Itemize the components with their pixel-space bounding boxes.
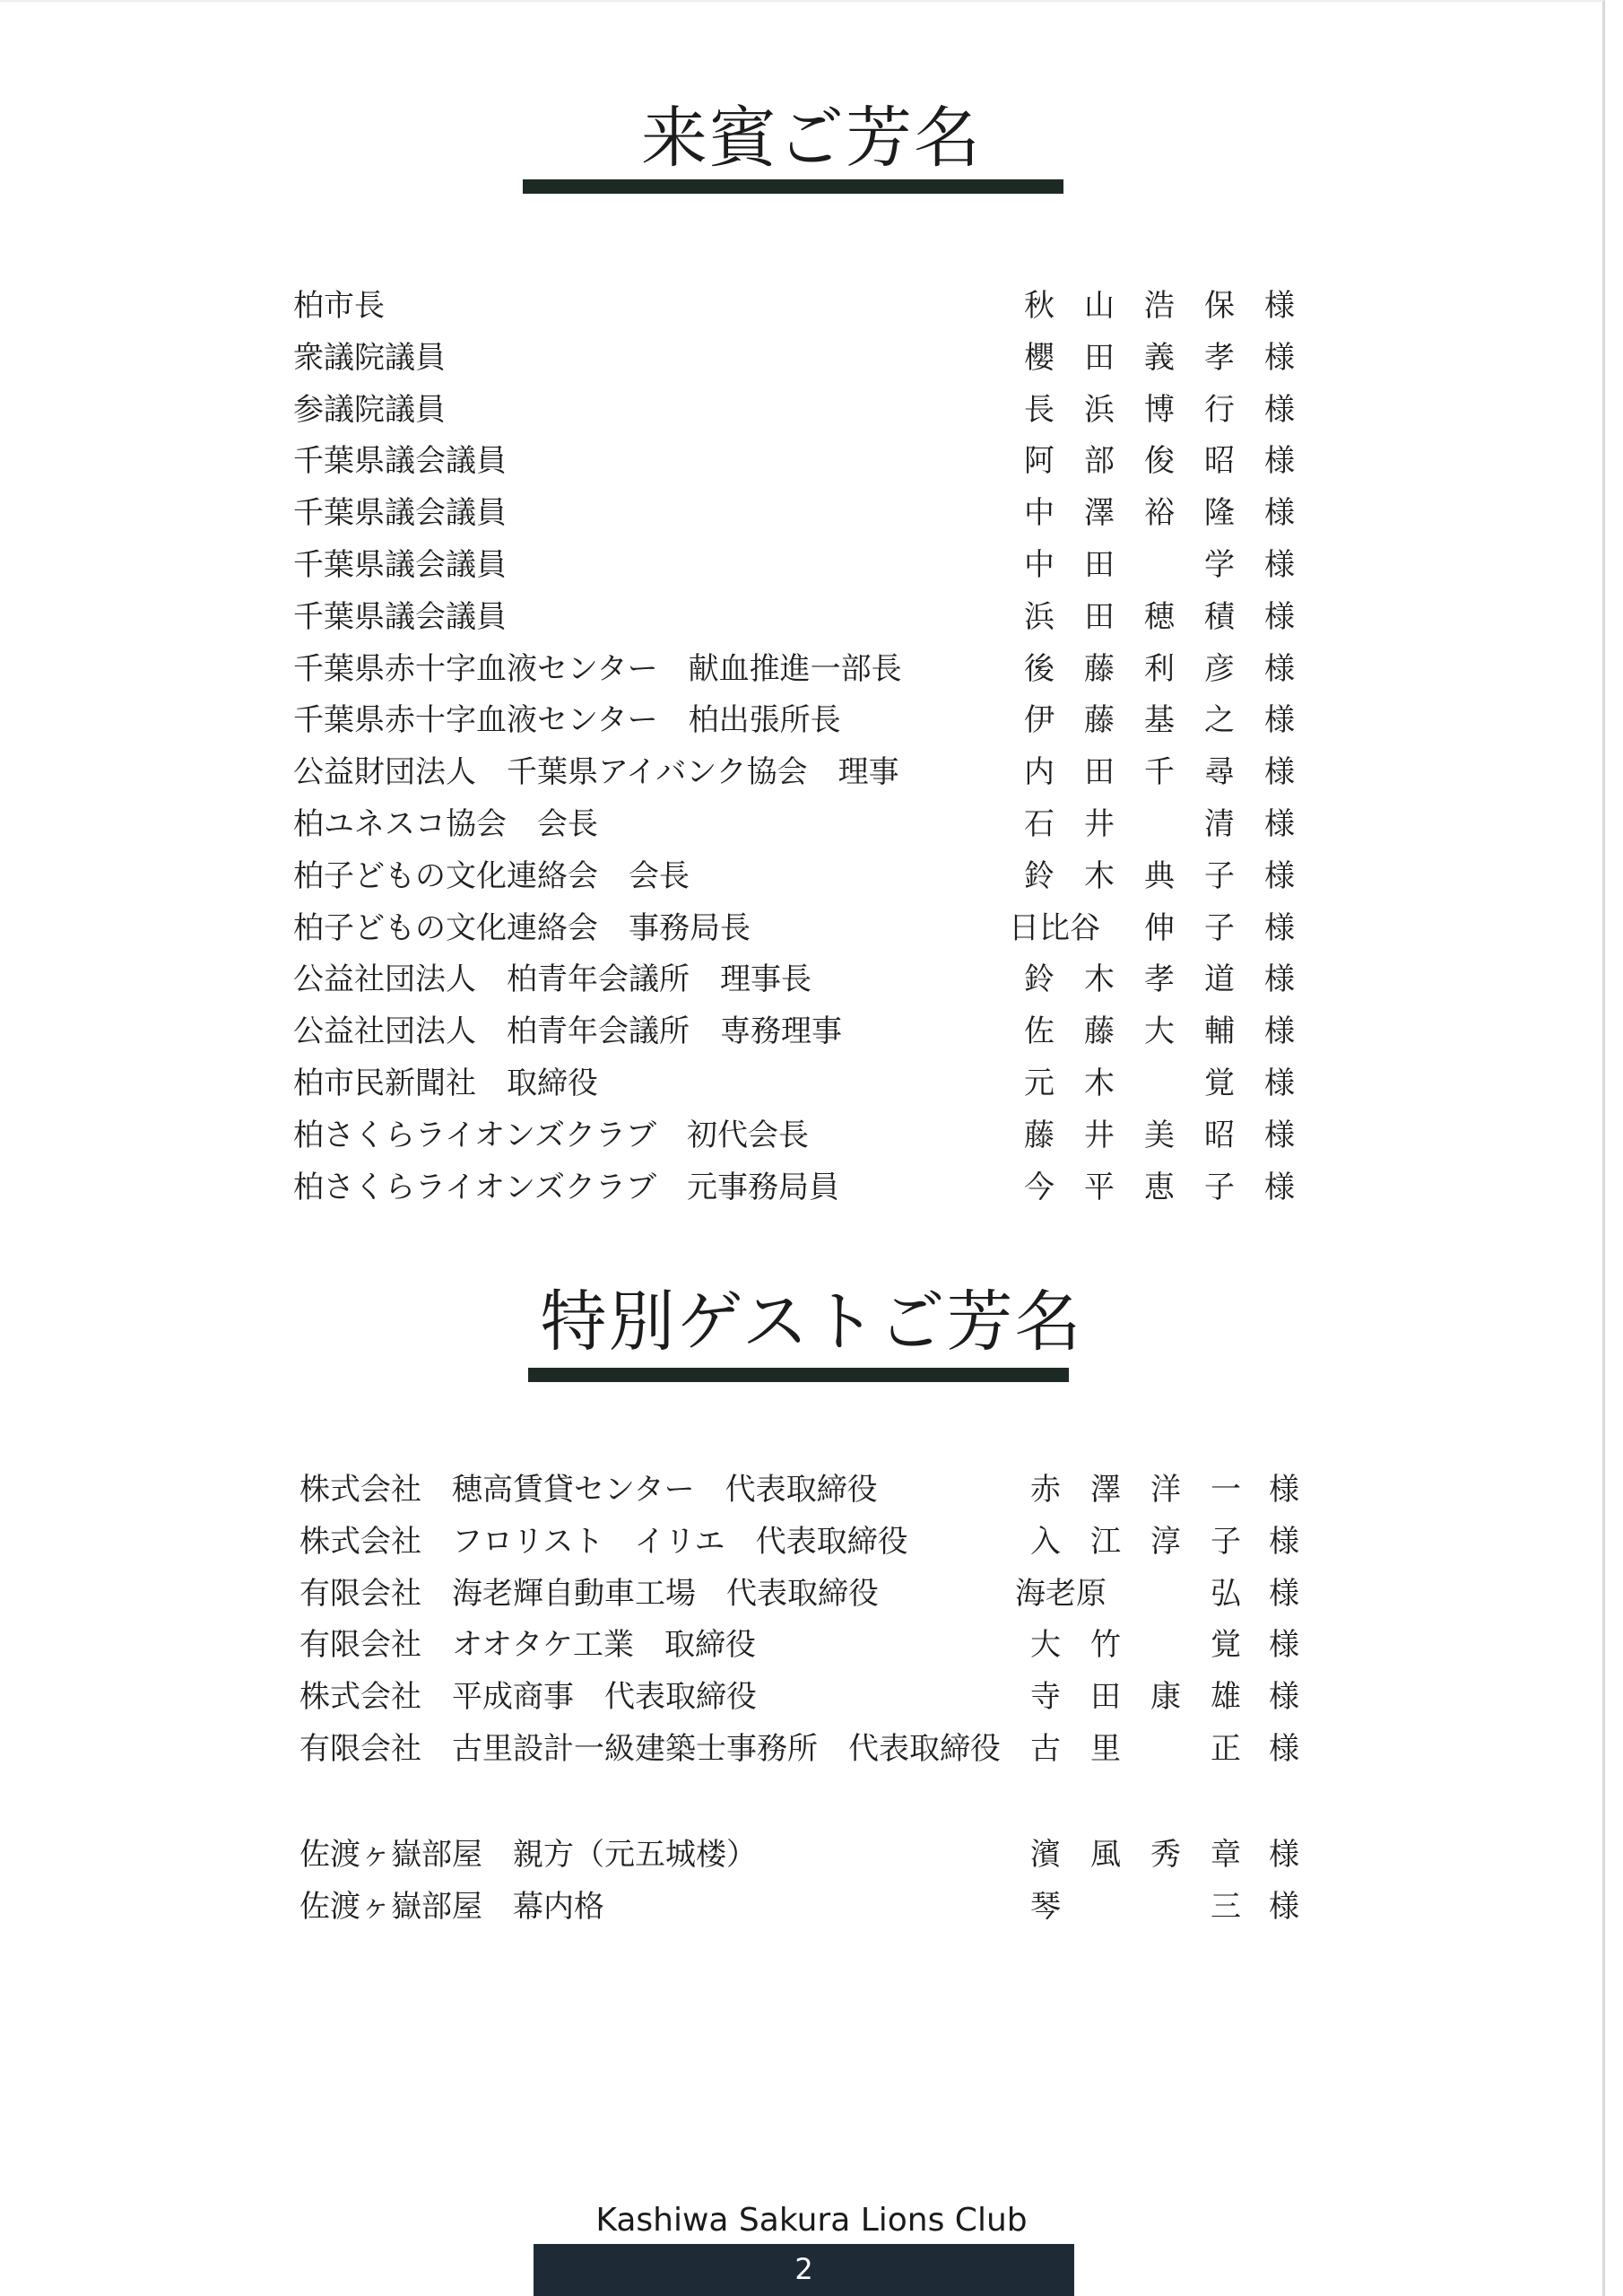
entry-honorific: 様 xyxy=(1264,1065,1295,1101)
entry-row xyxy=(0,436,1623,488)
entry-name-part: 藤 xyxy=(1084,702,1115,739)
entry-name-part: 恵 xyxy=(1144,1169,1175,1205)
entry-row xyxy=(0,1110,1623,1162)
entry-name-part: 浩 xyxy=(1144,288,1175,324)
entry-row xyxy=(0,1569,1623,1621)
entry-name-part: 覚 xyxy=(1204,1065,1235,1101)
entry-name-part: 田 xyxy=(1084,598,1115,635)
entry-name-part: 平 xyxy=(1084,1169,1115,1205)
entry-honorific: 様 xyxy=(1264,754,1295,791)
entry-role: 柏さくらライオンズクラブ 元事務局員 xyxy=(293,1169,839,1205)
entry-name-part: 淳 xyxy=(1150,1523,1181,1560)
entry-name-part: 井 xyxy=(1084,1117,1115,1153)
entry-name-part: 博 xyxy=(1144,391,1175,428)
entry-row xyxy=(0,540,1623,592)
entry-row xyxy=(0,954,1623,1006)
entry-name-part: 典 xyxy=(1144,857,1175,894)
entry-name-part: 藤 xyxy=(1084,1013,1115,1050)
entry-honorific: 様 xyxy=(1264,391,1295,428)
entry-row xyxy=(0,1465,1623,1517)
entry-role: 有限会社 古里設計一級建築士事務所 代表取締役 xyxy=(299,1731,1001,1767)
entry-row xyxy=(0,592,1623,644)
entry-name-part: 章 xyxy=(1211,1836,1241,1873)
entry-honorific: 様 xyxy=(1264,909,1295,946)
entry-name-part: 覚 xyxy=(1211,1627,1241,1664)
entry-row xyxy=(0,903,1623,955)
entry-name-part: 澤 xyxy=(1090,1472,1121,1508)
entry-name-part: 古 xyxy=(1030,1731,1061,1767)
entry-name-part: 海老原 xyxy=(1015,1575,1107,1612)
page-number: 2 xyxy=(794,2252,813,2286)
entry-honorific: 様 xyxy=(1264,1013,1295,1050)
entry-role: 佐渡ヶ嶽部屋 幕内格 xyxy=(299,1888,604,1925)
guests-title-underline xyxy=(523,179,1063,194)
entry-honorific: 様 xyxy=(1269,1679,1299,1716)
entry-honorific: 様 xyxy=(1264,650,1295,687)
entry-name-part: 田 xyxy=(1084,754,1115,791)
entry-name-part: 木 xyxy=(1084,961,1115,998)
entry-name-part: 風 xyxy=(1090,1836,1121,1873)
entry-name-part: 基 xyxy=(1144,702,1175,739)
entry-role: 株式会社 穂高賃貸センター 代表取締役 xyxy=(299,1472,878,1508)
entry-row xyxy=(0,1830,1623,1882)
entry-name-part: 浜 xyxy=(1084,391,1115,428)
entry-name-part: 穂 xyxy=(1144,598,1175,635)
entry-name-part: 田 xyxy=(1090,1679,1121,1716)
entry-role: 衆議院議員 xyxy=(293,339,446,376)
entry-name-part: 輔 xyxy=(1204,1013,1235,1050)
entry-name-part: 伊 xyxy=(1024,702,1055,739)
entry-name-part: 浜 xyxy=(1024,598,1055,635)
entry-role: 柏さくらライオンズクラブ 初代会長 xyxy=(293,1117,809,1153)
entry-name-part: 櫻 xyxy=(1024,339,1055,376)
entry-name-part: 千 xyxy=(1144,754,1175,791)
entry-name-part: 子 xyxy=(1204,1169,1235,1205)
entry-name-part: 石 xyxy=(1024,806,1055,842)
entry-name-part: 阿 xyxy=(1024,443,1055,480)
special-guests-title-underline xyxy=(528,1368,1069,1382)
entry-name-part: 尋 xyxy=(1204,754,1235,791)
entry-row xyxy=(0,1058,1623,1110)
entry-name-part: 之 xyxy=(1204,702,1235,739)
special-guests-title: 特別ゲストご芳名 xyxy=(540,1283,1083,1361)
entry-name-part: 大 xyxy=(1030,1627,1061,1664)
entry-role: 千葉県議会議員 xyxy=(293,443,507,480)
entry-name-part: 康 xyxy=(1150,1679,1181,1716)
entry-name-part: 利 xyxy=(1144,650,1175,687)
entry-name-part: 子 xyxy=(1204,857,1235,894)
entry-name-part: 弘 xyxy=(1211,1575,1241,1612)
entry-role: 千葉県赤十字血液センター 献血推進一部長 xyxy=(293,650,902,687)
entry-role: 千葉県議会議員 xyxy=(293,547,507,583)
entry-role: 千葉県議会議員 xyxy=(293,495,507,532)
footer-club-name: Kashiwa Sakura Lions Club xyxy=(595,2202,1028,2239)
entry-name-part: 秀 xyxy=(1150,1836,1181,1873)
entry-row xyxy=(0,1672,1623,1724)
entry-role: 公益財団法人 千葉県アイバンク協会 理事 xyxy=(293,754,899,791)
entry-name-part: 大 xyxy=(1144,1013,1175,1050)
entry-name-part: 正 xyxy=(1211,1731,1241,1767)
entry-name-part: 子 xyxy=(1211,1523,1241,1560)
entry-honorific: 様 xyxy=(1264,339,1295,376)
page-number-bar xyxy=(534,2244,1074,2296)
entry-row xyxy=(0,644,1623,696)
entry-name-part: 裕 xyxy=(1144,495,1175,532)
entry-name-part: 孝 xyxy=(1204,339,1235,376)
entry-name-part: 寺 xyxy=(1030,1679,1061,1716)
entry-name-part: 一 xyxy=(1211,1472,1241,1508)
entry-name-part: 入 xyxy=(1030,1523,1061,1560)
entry-honorific: 様 xyxy=(1264,702,1295,739)
entry-role: 有限会社 海老輝自動車工場 代表取締役 xyxy=(299,1575,879,1612)
entry-honorific: 様 xyxy=(1264,495,1295,532)
entry-honorific: 様 xyxy=(1269,1523,1299,1560)
entry-honorific: 様 xyxy=(1264,961,1295,998)
entry-name-part: 藤 xyxy=(1024,1117,1055,1153)
entry-honorific: 様 xyxy=(1264,857,1295,894)
entry-name-part: 木 xyxy=(1084,1065,1115,1101)
entry-name-part: 田 xyxy=(1084,547,1115,583)
entry-row xyxy=(0,333,1623,385)
entry-name-part: 昭 xyxy=(1204,443,1235,480)
entry-name-part: 木 xyxy=(1084,857,1115,894)
entry-row xyxy=(0,488,1623,540)
entry-honorific: 様 xyxy=(1264,598,1295,635)
entry-name-part: 佐 xyxy=(1024,1013,1055,1050)
entry-name-part: 里 xyxy=(1090,1731,1121,1767)
entry-name-part: 洋 xyxy=(1150,1472,1181,1508)
entry-name-part: 積 xyxy=(1204,598,1235,635)
entry-name-part: 今 xyxy=(1024,1169,1055,1205)
entry-row xyxy=(0,1724,1623,1776)
entry-name-part: 日比谷 xyxy=(1009,909,1100,946)
entry-row xyxy=(0,851,1623,903)
entry-role: 千葉県赤十字血液センター 柏出張所長 xyxy=(293,702,841,739)
entry-row xyxy=(0,695,1623,747)
entry-role: 有限会社 オオタケ工業 取締役 xyxy=(299,1627,756,1664)
entry-name-part: 昭 xyxy=(1204,1117,1235,1153)
entry-name-part: 後 xyxy=(1024,650,1055,687)
entry-row xyxy=(0,747,1623,799)
entry-role: 佐渡ヶ嶽部屋 親方（元五城楼） xyxy=(299,1836,757,1873)
entry-name-part: 秋 xyxy=(1024,288,1055,324)
entry-name-part: 藤 xyxy=(1084,650,1115,687)
guests-title: 来賓ご芳名 xyxy=(641,100,982,177)
entry-name-part: 彦 xyxy=(1204,650,1235,687)
entry-role: 株式会社 フロリスト イリエ 代表取締役 xyxy=(299,1523,908,1560)
entry-name-part: 保 xyxy=(1204,288,1235,324)
entry-name-part: 俊 xyxy=(1144,443,1175,480)
entry-name-part: 濱 xyxy=(1030,1836,1061,1873)
entry-name-part: 江 xyxy=(1090,1523,1121,1560)
entry-role: 公益社団法人 柏青年会議所 理事長 xyxy=(293,961,812,998)
entry-role: 柏市長 xyxy=(293,288,385,324)
entry-name-part: 義 xyxy=(1144,339,1175,376)
entry-role: 株式会社 平成商事 代表取締役 xyxy=(299,1679,757,1716)
entry-honorific: 様 xyxy=(1264,806,1295,842)
entry-name-part: 中 xyxy=(1024,495,1055,532)
entry-honorific: 様 xyxy=(1269,1836,1299,1873)
entry-row xyxy=(0,1162,1623,1214)
entry-honorific: 様 xyxy=(1264,1169,1295,1205)
entry-honorific: 様 xyxy=(1264,547,1295,583)
entry-role: 柏ユネスコ協会 会長 xyxy=(293,806,598,842)
entry-role: 柏子どもの文化連絡会 会長 xyxy=(293,857,690,894)
entry-honorific: 様 xyxy=(1264,443,1295,480)
entry-name-part: 雄 xyxy=(1211,1679,1241,1716)
entry-honorific: 様 xyxy=(1264,288,1295,324)
entry-honorific: 様 xyxy=(1264,1117,1295,1153)
entry-name-part: 井 xyxy=(1084,806,1115,842)
entry-honorific: 様 xyxy=(1269,1472,1299,1508)
entry-row xyxy=(0,1006,1623,1058)
entry-role: 参議院議員 xyxy=(293,391,446,428)
entry-name-part: 隆 xyxy=(1204,495,1235,532)
entry-name-part: 清 xyxy=(1204,806,1235,842)
entry-name-part: 赤 xyxy=(1030,1472,1061,1508)
entry-name-part: 内 xyxy=(1024,754,1055,791)
entry-role: 公益社団法人 柏青年会議所 専務理事 xyxy=(293,1013,842,1050)
entry-role: 千葉県議会議員 xyxy=(293,598,507,635)
entry-row xyxy=(0,799,1623,851)
entry-name-part: 澤 xyxy=(1084,495,1115,532)
entry-name-part: 道 xyxy=(1204,961,1235,998)
entry-row xyxy=(0,1517,1623,1569)
entry-honorific: 様 xyxy=(1269,1575,1299,1612)
entry-role: 柏市民新聞社 取締役 xyxy=(293,1065,598,1101)
entry-name-part: 鈴 xyxy=(1024,961,1055,998)
entry-row xyxy=(0,385,1623,437)
entry-name-part: 中 xyxy=(1024,547,1055,583)
entry-name-part: 元 xyxy=(1024,1065,1055,1101)
entry-name-part: 三 xyxy=(1211,1888,1241,1925)
entry-name-part: 美 xyxy=(1144,1117,1175,1153)
entry-name-part: 孝 xyxy=(1144,961,1175,998)
entry-name-part: 琴 xyxy=(1030,1888,1061,1925)
entry-row xyxy=(0,1620,1623,1672)
entry-honorific: 様 xyxy=(1269,1627,1299,1664)
entry-honorific: 様 xyxy=(1269,1888,1299,1925)
entry-name-part: 田 xyxy=(1084,339,1115,376)
entry-name-part: 学 xyxy=(1204,547,1235,583)
entry-name-part: 伸 xyxy=(1144,909,1175,946)
entry-name-part: 行 xyxy=(1204,391,1235,428)
entry-name-part: 長 xyxy=(1024,391,1055,428)
entry-name-part: 竹 xyxy=(1090,1627,1121,1664)
entry-name-part: 部 xyxy=(1084,443,1115,480)
entry-row xyxy=(0,281,1623,333)
entry-row xyxy=(0,1882,1623,1934)
entry-role: 柏子どもの文化連絡会 事務局長 xyxy=(293,909,751,946)
entry-name-part: 山 xyxy=(1084,288,1115,324)
entry-name-part: 鈴 xyxy=(1024,857,1055,894)
entry-name-part: 子 xyxy=(1204,909,1235,946)
entry-honorific: 様 xyxy=(1269,1731,1299,1767)
